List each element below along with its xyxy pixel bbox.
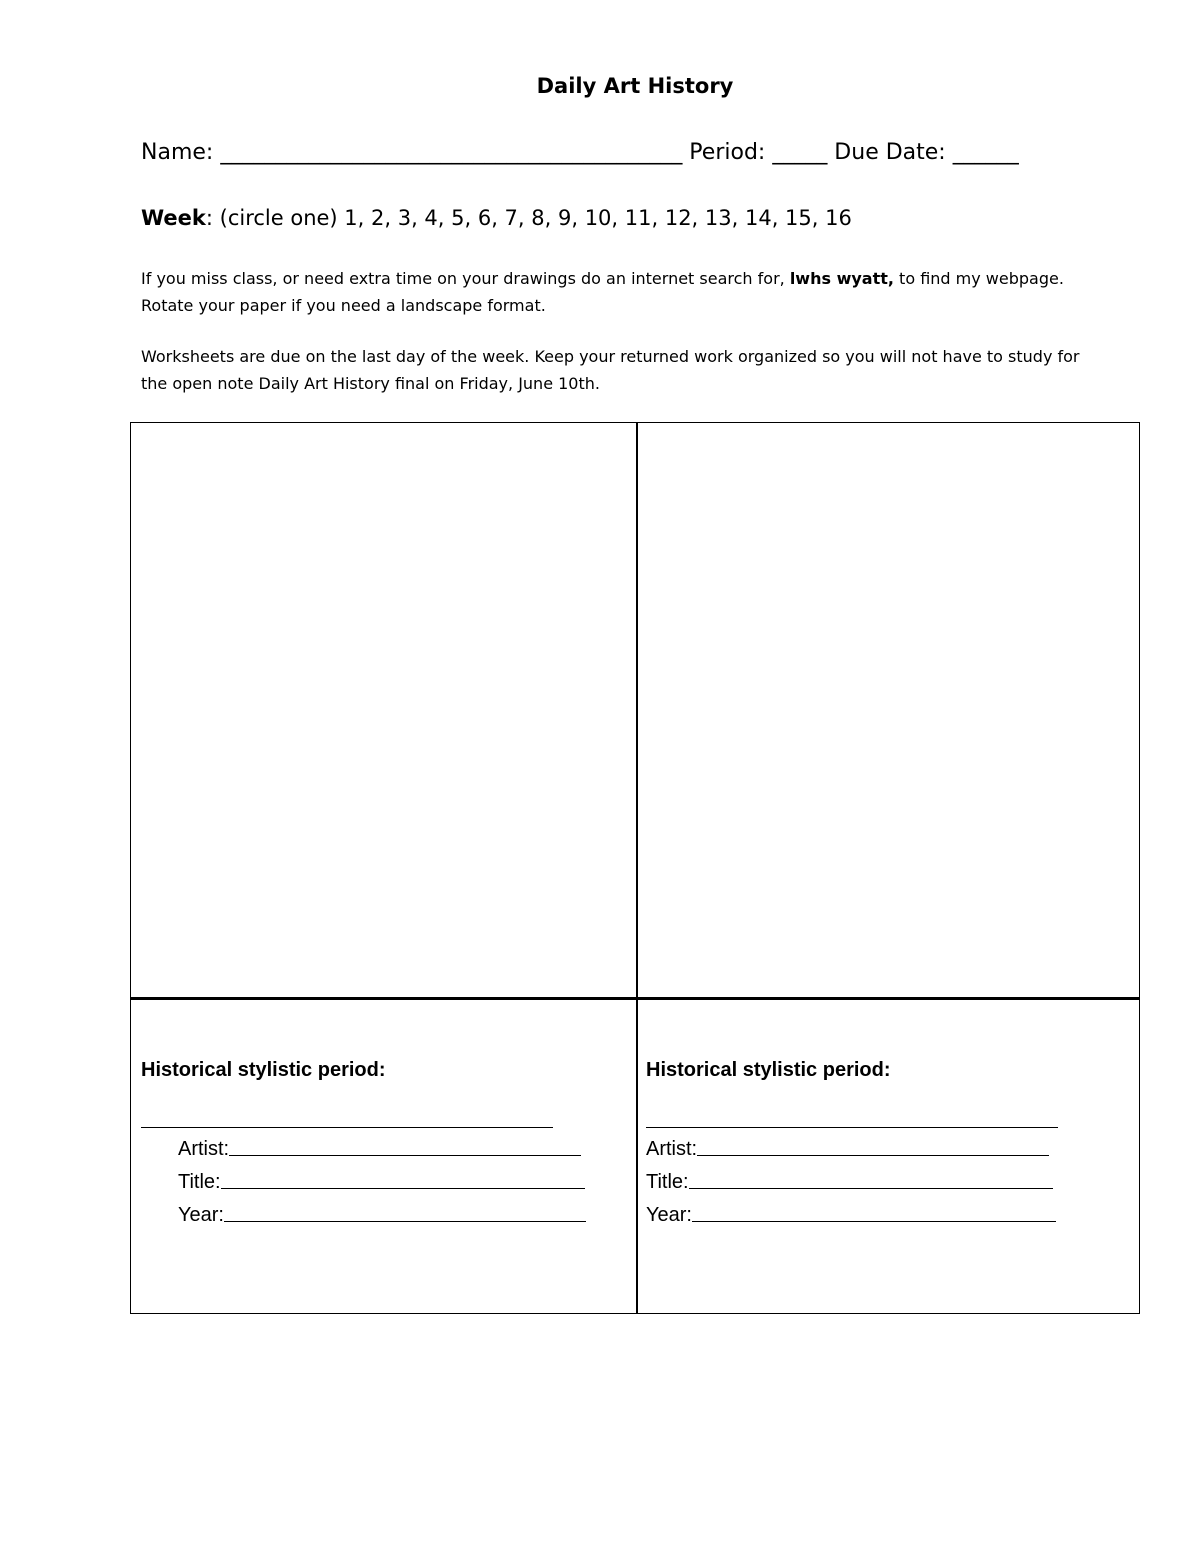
title-row	[141, 1165, 586, 1194]
year-label: Year:	[178, 1204, 224, 1226]
due-date-label: Due Date:	[827, 140, 953, 165]
name-field[interactable]: __________________________________________	[220, 140, 683, 165]
title-label: Title:	[646, 1171, 689, 1193]
artist-field[interactable]	[229, 1155, 581, 1156]
title-label: Title:	[178, 1171, 221, 1193]
info-panel-right	[646, 1059, 1058, 1227]
week-options[interactable]: : (circle one) 1, 2, 3, 4, 5, 6, 7, 8, 9, 10, 11, 12, 13, 14, 15, 16	[205, 206, 852, 230]
instructions-text: If you miss class, or need extra time on your drawings do an internet search for,	[141, 269, 790, 288]
search-term: lwhs wyatt,	[789, 269, 894, 288]
info-panel-left	[141, 1059, 586, 1227]
title-field[interactable]	[689, 1188, 1053, 1189]
page-title: Daily Art History	[536, 74, 734, 98]
year-row	[141, 1198, 586, 1227]
instructions-paragraph-1	[141, 265, 1101, 319]
year-field[interactable]	[224, 1221, 586, 1222]
year-label: Year:	[646, 1204, 692, 1226]
historical-period-field[interactable]	[141, 1127, 553, 1128]
grid-divider-vertical	[636, 423, 638, 1313]
instructions-paragraph-2: Worksheets are due on the last day of the week. Keep your returned work organized so you will not have to study for the open note Daily Art History final on Friday, June 10th.	[141, 347, 1080, 393]
grid-divider-horizontal	[131, 997, 1139, 1000]
period-label: Period:	[682, 140, 773, 165]
name-label: Name:	[141, 140, 221, 165]
artist-field[interactable]	[697, 1155, 1049, 1156]
title-row	[646, 1165, 1058, 1194]
instructions-text-end: to find my webpage. Rotate your paper if you need a landscape format.	[141, 269, 1064, 315]
week-line	[141, 206, 852, 230]
artist-row	[646, 1132, 1058, 1161]
artist-label: Artist:	[178, 1138, 230, 1160]
worksheet-grid	[130, 422, 1140, 1314]
year-row	[646, 1198, 1058, 1227]
title-field[interactable]	[221, 1188, 585, 1189]
artist-row	[141, 1132, 586, 1161]
period-field[interactable]: _____	[772, 140, 828, 165]
artist-label: Artist:	[646, 1138, 698, 1160]
historical-period-field[interactable]	[646, 1127, 1058, 1128]
year-field[interactable]	[692, 1221, 1056, 1222]
name-period-due-line	[141, 140, 1019, 165]
week-label: Week	[141, 206, 206, 230]
historical-period-label: Historical stylistic period:	[141, 1059, 386, 1081]
historical-period-label: Historical stylistic period:	[646, 1059, 891, 1081]
due-date-field[interactable]: ______	[952, 140, 1019, 165]
